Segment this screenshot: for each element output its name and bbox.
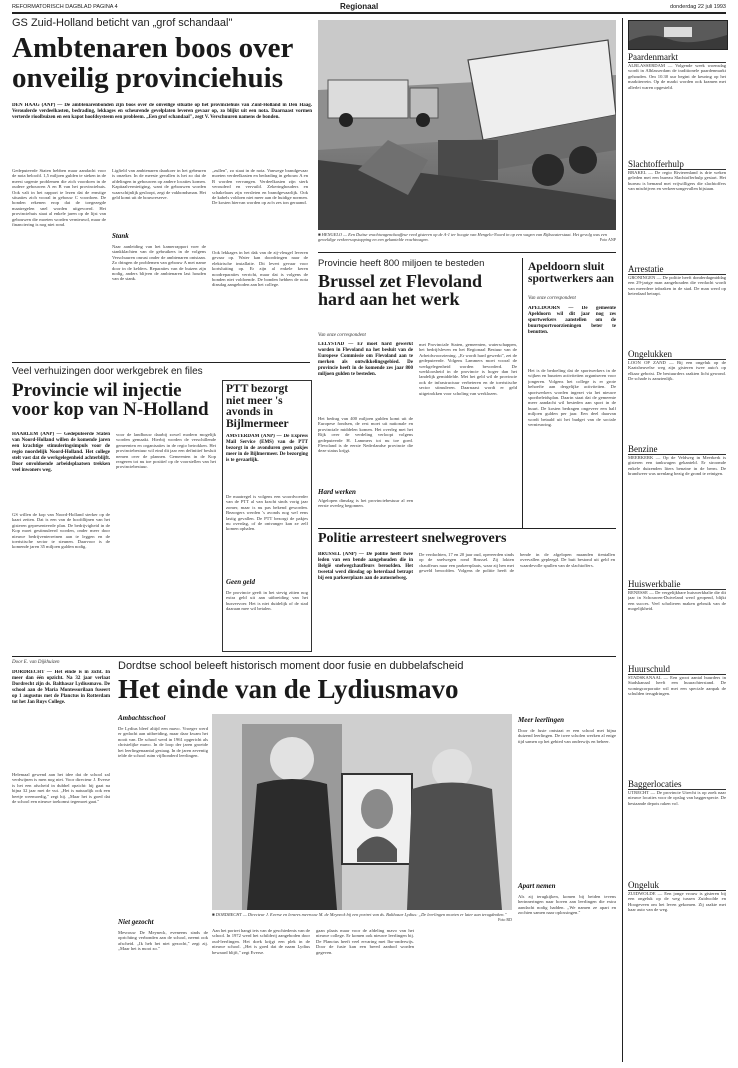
lydius-caption-text: DORDRECHT — Directeur J. Everse en lerares mevrouw M. de Meyneck bij een portret van ds. Balthasar Lydius: „De leerlingen moeten er later aan terugdenken." — [215, 912, 507, 917]
sidebar-huurschuld-title: Huurschuld — [628, 664, 726, 675]
lead-headline: Ambtenaren boos over onveilig provinciehuis — [12, 32, 293, 94]
lydius-col5: Door de fusie ontstaat er een school met bijna duizend leerlingen. De twee scholen werken al enige tijd samen op het gebied van onderwijs en beheer. — [518, 728, 616, 744]
sidebar-slachtoffer-title: Slachtofferhulp — [628, 159, 726, 170]
rovers-headline: Politie arresteert snelwegrovers — [318, 531, 507, 546]
nholland-lead: HAARLEM (ANP) — Gedeputeerde Staten van Noord-Holland willen de komende jaren een krachtige stimuleringsimpuls voor de regio noordelijk Noord-Holland. Het college stelt vast dat de werkgelegenheid achterblijft. Door onvoldoende arbeidsplaatsen trekken veel inwoners weg. — [12, 432, 110, 473]
accident-illustration — [318, 20, 616, 230]
lydius-col3: Aan het portret hangt iets van de geschiedenis van de school. In 1972 werd het schilderij aangeboden door oud-leerlingen. Het doek krijgt een plek in de nieuwe school. „Het is goed dat de naam Lydius bewaard blijft," zegt Everse. — [212, 928, 310, 955]
flevoland-col1: Het bedrag van 400 miljoen gulden komt uit de Europese fondsen, de rest moet uit nationale en provinciale middelen komen. Het overleg met het Rijk over de verdeling verloopt volgens gedeputeerde H. Lammers tot nu toe goed. Flevoland is de eerste Nederlandse provincie die deze status krijgt. — [318, 416, 413, 454]
flevoland-rule — [318, 252, 616, 253]
sidebar-ongeluk-title: Ongeluk — [628, 880, 726, 891]
rovers-rule — [318, 528, 616, 529]
section-name: Regionaal — [340, 2, 379, 11]
sidebar-paardenmarkt-title: Paardenmarkt — [628, 52, 726, 63]
lydius-subhead-ambacht: Ambachtsschool — [118, 714, 166, 722]
accident-photo-caption — [318, 232, 616, 242]
lead-intro: DEN HAAG (ANP) — De ambtenarenbonden zijn boos over de onveilige situatie op het provinciehuis van Zuid-Holland in Den Haag. Verouderde verdeelkasten, bedrading, lekkages en scheurende gevelplaten leveren gevaar op, zo blijkt uit een nota. Daarnaast vormen verterde rioolbuizen en een kapot hoofdsysteem een probleem. „Een grof schandaal", zegt V. Verschuuren namens de bonden. — [12, 103, 312, 120]
sidebar-ongelukken-title: Ongelukken — [628, 349, 726, 360]
sidebar-arrestatie-text: GRONINGEN — De politie heeft donderdagmiddag een 29-jarige man aangehouden die verdacht wordt van meerdere inbraken in de stad. De man werd op heterdaad betrapt. — [628, 275, 726, 297]
sidebar-bagger-text: UTRECHT — De provincie Utrecht is op zoek naar nieuwe locaties voor de opslag van baggerspecie. De bestaande depots raken vol. — [628, 790, 726, 806]
caption-text: HENGELO — Een Duitse vrachtwagenchauffeur reed gisteren op de A-1 ter hoogte van Hengelo-Noord in op een wagen van Rijkswaterstaat. Het gevolg was een geweldige verkeersopstopping en een gekantelde vrachtwagen. — [318, 232, 608, 243]
sidebar-bagger-title: Baggerlocaties — [628, 779, 726, 790]
lydius-photo-caption — [212, 912, 512, 922]
sidebar-benzine-text: MEERKERK — Op de Veldweg in Meerkerk is gisteren een tankwagen gekanteld. Er stroomde enkele duizenden liters benzine in de berm. De brandweer was urenlang bezig de grond te reinigen. — [628, 455, 726, 477]
lydius-col4: gaan plaats maar voor de afdeling mavo van het nieuwe college. Er komen ook nieuwe leerlingen bij. De Planctus heeft veel ervaring met lbo-onderwijs. Door de fusie kan een breed aanbod worden gegeven. — [316, 928, 414, 955]
ptt-lead: AMSTERDAM (ANP) — De Express Mail Service (EMS) van de PTT bezorgt in de avonduren geen pakjes meer in de Bijlmermeer. De bezorging is te gevaarlijk. — [226, 434, 308, 463]
flevoland-subhead: Hard werken — [318, 488, 356, 496]
lead-col3: „zullen", zo staat in de nota. Vanwege brandgevaar moeten verdeelkasten en bedrading in gebouw A en B worden vervangen. Verdeelkasten zijn sterk verouderd en vervuild. Zekeringhouders en schakelaars zijn versleten en brandgevaarlijk. Ook de kabels voldoen niet meer aan de huidige normen. De kosten hiervan worden op zo'n zes ton geraamd. — [212, 168, 308, 206]
sidebar-huurschuld-text: STADSKANAAL — Een groot aantal huurders in Stadskanaal heeft een huurachterstand. De woningcorporatie wil met een speciale aanpak de schulden terugdringen. — [628, 675, 726, 697]
sidebar-paardenmarkt-text: ALBLASSERDAM — Volgende week woensdag wordt in Alblasserdam de traditionele paardenmarkt gehouden. Om 10.30 uur begint de keuring op het marktterrein. Op de markt worden ook kramen met allerlei waren opgesteld. — [628, 63, 726, 90]
lead-kicker: GS Zuid-Holland beticht van „grof schandaal" — [12, 17, 233, 29]
flevoland-byline: Van onze correspondent — [318, 333, 366, 338]
caption-marker: ■ — [318, 232, 322, 237]
lydius-photo — [212, 714, 512, 910]
lydius-headline: Het einde van de Lydiusmavo — [118, 674, 459, 704]
ptt-body: De maatregel is volgens een woordvoerder van de PTT al van kracht sinds vorig jaar zomer, maar is nu pas bekend geworden. Bezorgers werden 's avonds nog wel eens lastig gevallen. De PTT bezorgt de pakjes nu overdag, of de ontvanger kan ze zelf komen ophalen. — [226, 494, 308, 532]
lydius-subhead-apart: Apart nemen — [518, 882, 556, 890]
sidebar-arrestatie-title: Arrestatie — [628, 264, 726, 275]
lydius-lead: DORDRECHT — Het einde is in zicht. In meer dan één opzicht. Na 32 jaar verlaat Dordrecht zijn ds. Balthasar Lydiusmavo. De school aan de Maria Montessorilaan fuseert op 1 augustus met de Planctus in Rotterdam tot het Jan Ruys College. — [12, 670, 110, 705]
sidebar-column — [628, 52, 726, 1062]
sidebar-huiswerk-text: RENESSE — De vergelijkbare huiswerkbalie die dit jaar in Schouwen-Duiveland werd geopend, blijkt een succes. Veel scholieren maken gebruik van de mogelijkheid. — [628, 590, 726, 612]
photo-credit: Foto ANP — [599, 237, 616, 243]
sidebar-huiswerk-title: Huiswerkbalie — [628, 579, 726, 590]
apeldoorn-headline: Apeldoorn sluit sportwerkers aan — [528, 261, 614, 285]
sidebar-logo — [628, 20, 728, 50]
ptt-body2: De provincie geeft in het stevig zitten nog extra geld uit aan uitbreiding van het busvervoer. Het is niet duidelijk of de stad daaraan mee wil betalen. — [226, 590, 308, 612]
lydius-col2b: Mevrouw De Meyneck, eveneens sinds de oprichting verbonden aan de school, neemt ook afscheid. „Ik heb het niet gezocht," zegt zij. „Maar het is mooi zo." — [118, 930, 208, 952]
lydius-byline: Door E. van Dijkhuizen — [12, 660, 60, 665]
lead-col3b: Ook lekkages in het dak van de zij-vleugel leveren gevaar op. Water kan doordringen naar de elektrische installatie. Dit levert gevaar voor kortsluiting op. Er zijn al enkele keren noodreparaties verricht, maar dat is volgens de bonden niet voldoende. De bonden hebben de nota dinsdag aangeboden aan het college. — [212, 250, 308, 288]
ptt-headline: PTT bezorgt niet meer 's avonds in Bijlmermeer — [226, 383, 289, 431]
sidebar-logo-graphic — [629, 21, 727, 49]
lydius-caption-marker: ■ — [212, 912, 216, 917]
nholland-rule — [12, 362, 310, 363]
accident-photo — [318, 20, 616, 230]
nholland-kicker: Veel verhuizingen door werkgebrek en files — [12, 366, 203, 377]
apeldoorn-byline: Van onze correspondent — [528, 296, 576, 301]
sidebar-slachtoffer-text: BRAKEL — De regio Rivierenland is drie weken geleden met een bureau Slachtofferhulp gestart. Het bureau is bemand met vrijwilligers die slachtoffers van misdrijven en verkeersongevallen bijstaan. — [628, 170, 726, 192]
rovers-lead: BRUSSEL (ANP) — De politie heeft twee leden van een bende aangehouden die in België snelwegchauffeurs beroofden. Het tweetal werd dinsdag op heterdaad betrapt bij een parkeerplaats aan de autosnelweg. — [318, 552, 413, 581]
flevoland-col1b: Afgelopen dinsdag is het provinciebestuur al een eerste overleg begonnen. — [318, 498, 413, 509]
flevoland-headline: Brussel zet Flevoland hard aan het werk — [318, 271, 482, 310]
flevoland-kicker: Provincie heeft 800 miljoen te besteden — [318, 258, 485, 269]
ptt-subhead: Geen geld — [226, 578, 255, 586]
lydius-col5b: Als zij terugkijken, komen bij beiden tevens herinneringen naar boven aan leerlingen die extra aandacht nodig hadden. „We namen ze apart en zochten samen naar oplossingen." — [518, 894, 616, 916]
lydius-illustration — [212, 714, 512, 910]
lydius-subhead-niet: Niet gezocht — [118, 918, 154, 926]
lead-col2: Ligfield van ambtenaren daarkoer in het gebeuren is onzeker. In de meeste gevallen is het zo dat de afdelingen in gebouwen op andere locaties komen. Kapitaalvernietiging, want de gebouwen worden waarschijnlijk gesloopt, zegt de vakbondsman. Het geld komt uit de bouwreserve. — [112, 168, 206, 201]
sidebar-benzine-title: Benzine — [628, 444, 726, 455]
lydius-subhead-meer: Meer leerlingen — [518, 716, 565, 724]
lydius-rule — [12, 656, 616, 657]
nholland-col1: GS willen de kop van Noord-Holland sterker op de kaart zetten. Dat is een van de hoofdlijnen van het gisteren gepresenteerde plan. De bedrijvigheid in de Kop moet gestimuleerd worden, onder meer door nieuwe bedrijventerreinen aan te leggen en de toeristische sector te steunen. Daarvoor is de komende jaren 35 miljoen gulden nodig. — [12, 512, 110, 550]
apeldoorn-body: Het is de bedoeling dat de sportwerkers in de wijken en buurten activiteiten organiseren voor jongeren. Volgens het college is er grote behoefte aan dergelijke activiteiten. De sportwerkers worden ingezet via het nieuwe sportbeleidsplan. Daarin staat dat de gemeente meer aandacht wil besteden aan sport in de buurt. De kosten bedragen ongeveer een half miljoen gulden per jaar. Een deel daarvan wordt betaald uit het budget van de sociale vernieuwing. — [528, 368, 616, 428]
apeldoorn-divider — [522, 258, 523, 528]
nholland-col2: voor de landbouw daarbij zowel modern mogelijk worden gemaakt. Hierbij worden de verschillende gemeenten en organisaties in de regio betrokken. Het provinciebestuur wil eind dit jaar een definitief besluit nemen over de plannen. Gemeenten in de Kop reageren tot nu toe positief op de voorstellen van het provinciebestuur. — [116, 432, 216, 470]
lead-col2b: Naar aanleiding van het kamerrapport voer de stankklachten van de gebruikers in de volgens Verschuuren onrust onder de ambtenaren ontstaan. Zo dringen de problemen van gebouw A met name door in de kelders. Reparaties van de buizen zijn nodig, anders blijven de ambtenaren last houden van de stank. — [112, 244, 206, 282]
lead-col1: Gedeputeerde Staten hebben maar aandacht voor de nota beloofd. 1,5 miljoen gulden te steken in de meest urgente problemen die zich voordoen in de oudere gebouwen A en B van het provinciehuis. Ook valt in het rapport te lezen dat de ernstige situaties zich vooral in gebouw C voordoen. De bonden rekenen erop dat de toegezegde maatregelen snel worden uitgevoerd. Het provinciehuis staat al enkele jaren op de lijst van gebouwen die moeten worden vernieuwd, maar de financiering is nog niet rond. — [12, 168, 106, 228]
sidebar-ongelukken-text: LOON OP ZAND — Bij een ongeluk op de Kaatsheuvelse weg zijn gisteren twee auto's op elkaar gebotst. De bestuurders raakten licht gewond. De schade is aanzienlijk. — [628, 360, 726, 382]
flevoland-lead: LELYSTAD — Er moet hard gewerkt worden in Flevoland na het besluit van de Europese Commissie om Flevoland aan te merken als ontwikkelingsgebied. De provincie heeft in de komende zes jaar 800 miljoen gulden te besteden. — [318, 342, 413, 377]
lydius-col1: Helemaal gewend aan het idee dat de school zal verdwijnen is men nog niet. Voor directeur J. Everse is het een afscheid in dubbel opzicht: hij gaat na bijna 32 jaar met de vut. „Het is natuurlijk ook een beetje weemoedig," zegt hij. „Maar het is goed dat de school een nieuwe toekomst tegemoet gaat." — [12, 772, 110, 805]
nholland-headline: Provincie wil injectie voor kop van N-Holland — [12, 380, 209, 421]
paper-name: REFORMATORISCH DAGBLAD PAGINA 4 — [12, 4, 118, 10]
header-rule — [12, 12, 726, 14]
sidebar-divider — [622, 18, 623, 1062]
apeldoorn-lead: APELDOORN — De gemeente Apeldoorn wil dit jaar nog zes sportwerkers aanstellen om de buurtsportvoorzieningen beter te benutten. — [528, 306, 616, 335]
flevoland-col2: met Provinciale Staten, gemeenten, waterschappen, het bedrijfsleven en het Regionaal Bestuur van de Arbeidsvoorziening. „Er wordt hard gewerkt", zei de gedeputeerde. Volgens Lammers moet vooral de werkgelegenheid worden bevorderd. De werkloosheid in de provincie is hoger dan het landelijk gemiddelde. Met het geld wil de provincie ook de infrastructuur verbeteren en de toeristische sector stimuleren. Daarnaast wordt er geld uitgetrokken voor scholing van werklozen. — [419, 342, 517, 396]
rovers-body: De verdachten, 17 en 20 jaar oud, opereerden sinds op de snelwegen rond Brussel. Zij lokten chauffeurs naar een parkeerplaats, waar zij hen met geweld beroofden. Volgens de politie heeft de bende in de afgelopen maanden tientallen overvallen gepleegd. De buit bestond uit geld en waardevolle spullen van de slachtoffers. — [419, 552, 615, 574]
lydius-kicker: Dordtse school beleeft historisch moment door fusie en dubbelafscheid — [118, 660, 464, 672]
sidebar-ongeluk-text: ZUIDWOLDE — Een jonge vrouw is gisteren bij een ongeluk op de weg tussen Zuidwolde en Hoogeveen om het leven gekomen. Zij raakte met haar auto van de weg. — [628, 891, 726, 913]
date: donderdag 22 juli 1993 — [670, 4, 726, 10]
lydius-col2: De Lydius bleef altijd een mavo. Vroeger werd er gedacht aan uitbreiding, maar daar kwam het nooit van. De school werd in 1961 opgericht als christelijke mavo. In de loop der jaren groeide het leerlingenaantal gestaag. In de jaren zeventig telde de school ruim vijfhonderd leerlingen. — [118, 726, 208, 759]
lydius-photo-credit: Foto RD — [498, 917, 512, 923]
lead-subhead-stank: Stank — [112, 232, 129, 240]
